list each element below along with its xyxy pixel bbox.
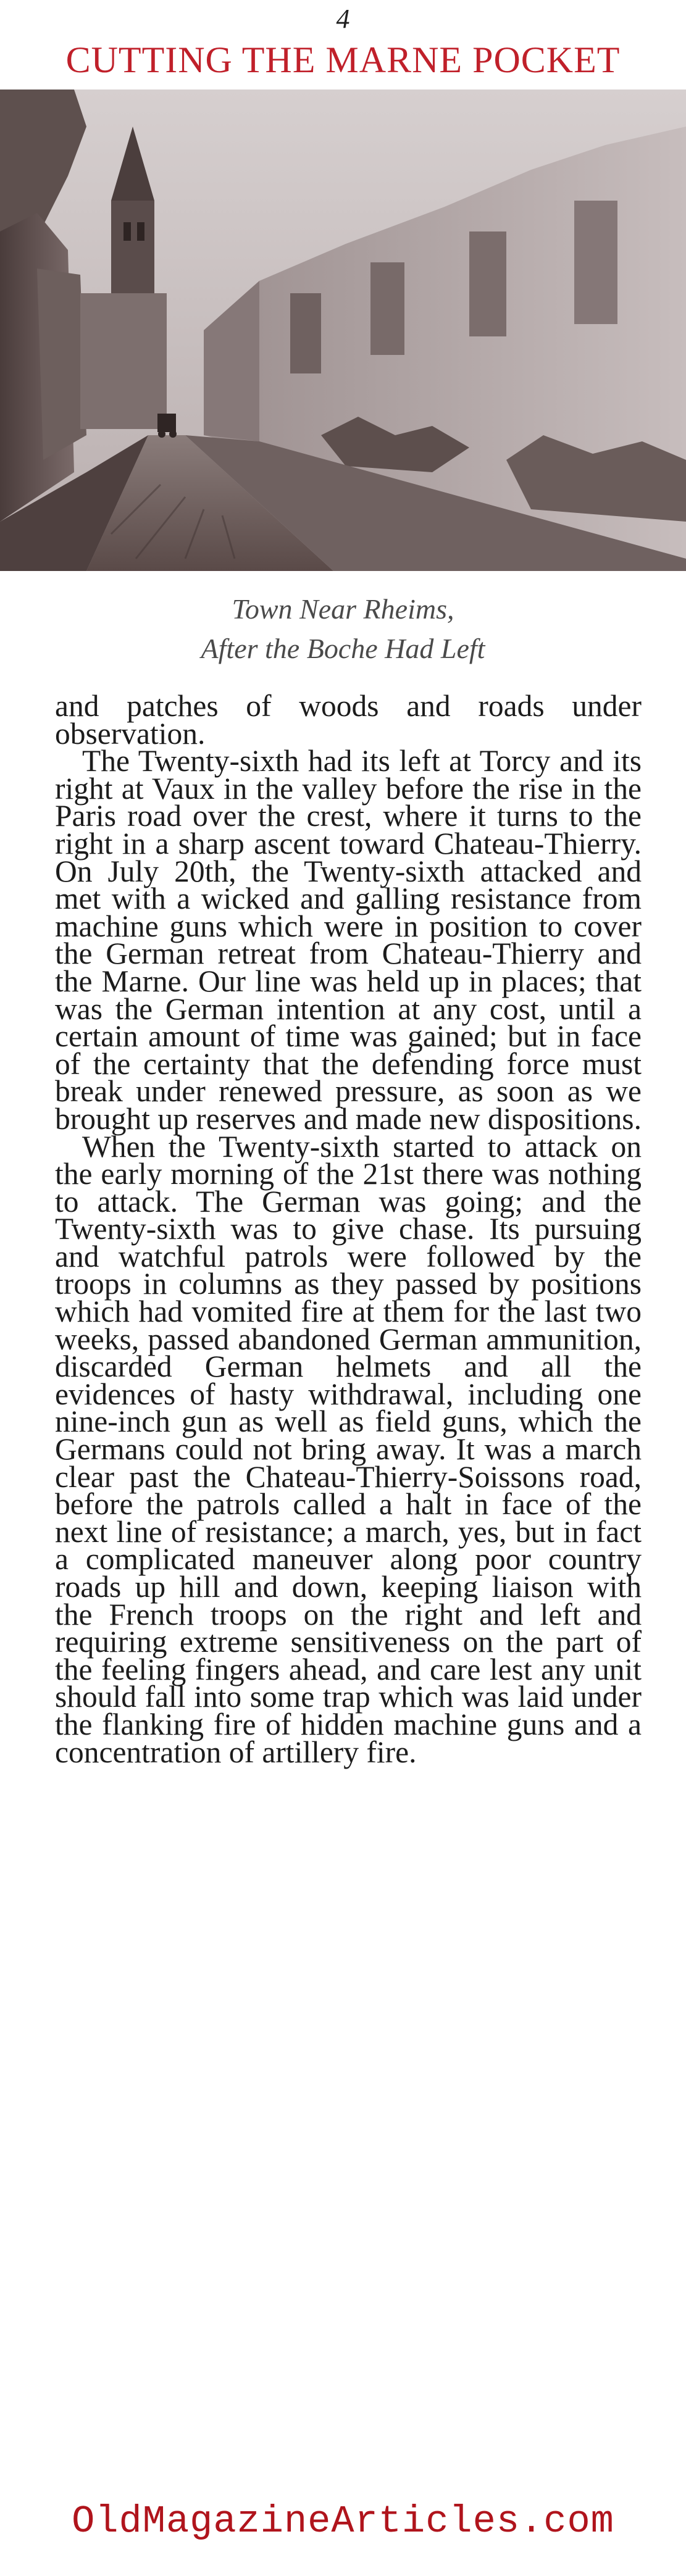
- article-photo: [0, 90, 686, 571]
- photo-caption: [0, 590, 686, 669]
- article-paragraph: The Twenty-sixth had its left at Torcy and its right at Vaux in the valley before the rise in the Paris road over the crest, where it turns to the right in a sharp ascent toward Chateau-Thierry. On July 20th, the Twenty-sixth attacked and met with a wicked and galling resistance from machine guns which were in position to cover the German retreat from Chateau-Thierry and the Marne. Our line was held up in places; that was the German intention at any cost, until a certain amount of time was gained; but in face of the certainty that the defending force must break under renewed pressure, as soon as we brought up reserves and made new dispositions.: [55, 744, 642, 1136]
- caption-line-1: Town Near Rheims,: [232, 593, 454, 625]
- article-paragraph: When the Twenty-sixth started to attack on the early morning of the 21st there was nothing to attack. The German was going; and the Twenty-sixth was to give chase. Its pursuing and watchful patrols were followed by the troops in columns as they passed by positions which had vomited fire at them for the last two weeks, passed abandoned German ammunition, discarded German helmets and all the evidences of hasty withdrawal, including one nine-inch gun as well as field guns, which the Germans could not bring away. It was a march clear past the Chateau-Thierry-Soissons road, before the patrols called a halt in face of the next line of resistance; a march, yes, but in fact a complicated maneuver along poor country roads up hill and down, keeping liaison with the French troops on the right and left and requiring extreme sensitiveness on the part of the feeling fingers ahead, and care lest any unit should fall into some trap which was laid under the flanking fire of hidden machine guns and a concentration of artillery fire.: [55, 1129, 642, 1769]
- caption-line-2: After the Boche Had Left: [201, 633, 485, 664]
- page-number: 4: [336, 4, 350, 34]
- article-body: [55, 689, 642, 1769]
- page-title: CUTTING THE MARNE POCKET: [65, 40, 621, 80]
- article-paragraph: and patches of woods and roads under observation.: [55, 689, 642, 751]
- footer-brand: OldMagazineArticles.com: [72, 2499, 614, 2543]
